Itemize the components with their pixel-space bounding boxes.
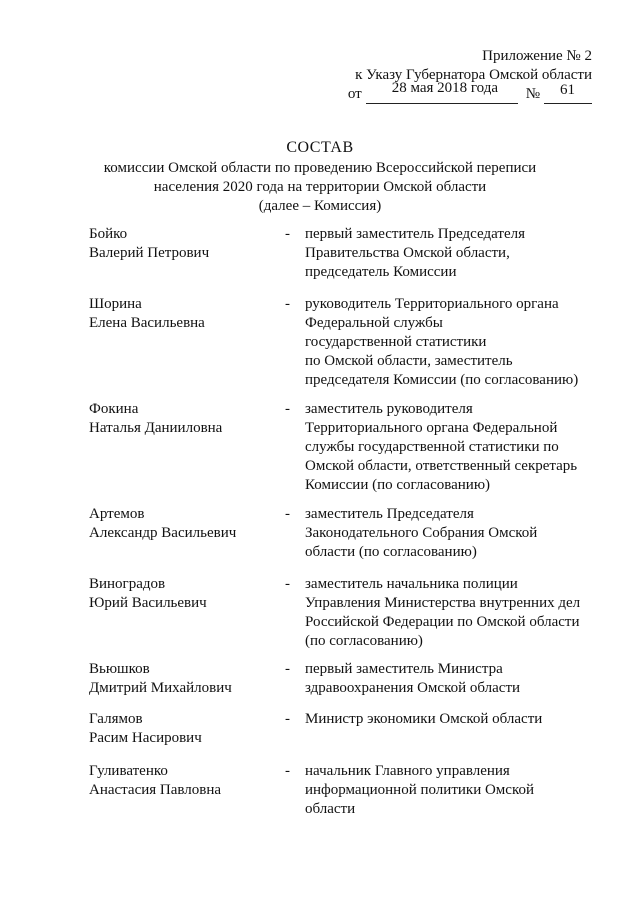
role-line: по Омской области, заместитель bbox=[305, 353, 513, 369]
member-given-names: Александр Васильевич bbox=[89, 525, 237, 541]
dash-separator: - bbox=[285, 763, 290, 779]
member-surname: Вьюшков bbox=[89, 661, 150, 677]
role-line: председателя Комиссии (по согласованию) bbox=[305, 372, 579, 388]
member-given-names: Наталья Данииловна bbox=[89, 420, 223, 436]
member-name bbox=[89, 400, 269, 438]
title-line: населения 2020 года на территории Омской области bbox=[153, 179, 487, 195]
member-name bbox=[89, 762, 269, 800]
role-line: (по согласованию) bbox=[305, 633, 423, 649]
member-name bbox=[89, 575, 269, 613]
role-line: области (по согласованию) bbox=[305, 544, 477, 560]
member-given-names: Анастасия Павловна bbox=[89, 782, 222, 798]
role-line: заместитель начальника полиции bbox=[305, 576, 518, 592]
member-name bbox=[89, 225, 269, 263]
role-line: председатель Комиссии bbox=[305, 264, 457, 280]
role-line: Российской Федерации по Омской области bbox=[305, 614, 580, 630]
dash-separator: - bbox=[285, 576, 290, 592]
role-line: первый заместитель Министра bbox=[305, 661, 503, 677]
dash-separator: - bbox=[285, 711, 290, 727]
member-name bbox=[89, 710, 269, 748]
appendix-decree-ref: к Указу Губернатора Омской области bbox=[355, 67, 592, 83]
member-name bbox=[89, 505, 269, 543]
role-line: Комиссии (по согласованию) bbox=[305, 477, 491, 493]
dash-separator: - bbox=[285, 401, 290, 417]
number-field bbox=[544, 82, 592, 104]
dash-separator: - bbox=[285, 661, 290, 677]
member-role bbox=[305, 505, 605, 562]
title-main: СОСТАВ bbox=[286, 139, 354, 156]
member-given-names: Дмитрий Михайлович bbox=[89, 680, 232, 696]
member-role bbox=[305, 575, 605, 651]
role-line: руководитель Территориального органа bbox=[305, 296, 559, 312]
date-prefix: от bbox=[347, 86, 362, 102]
date-field bbox=[366, 80, 518, 104]
member-name bbox=[89, 660, 269, 698]
member-given-names: Расим Насирович bbox=[89, 730, 202, 746]
member-role bbox=[305, 762, 605, 819]
member-given-names: Юрий Васильевич bbox=[89, 595, 207, 611]
member-surname: Шорина bbox=[89, 296, 142, 312]
role-line: Федеральной службы bbox=[305, 315, 443, 331]
document-title bbox=[0, 138, 640, 216]
appendix-title: Приложение № 2 bbox=[482, 48, 592, 64]
member-role bbox=[305, 225, 605, 282]
appendix-header bbox=[348, 47, 592, 105]
dash-separator: - bbox=[285, 506, 290, 522]
member-surname: Артемов bbox=[89, 506, 145, 522]
dash-separator: - bbox=[285, 296, 290, 312]
title-line: (далее – Комиссия) bbox=[258, 198, 382, 214]
member-role bbox=[305, 295, 605, 390]
role-line: начальник Главного управления bbox=[305, 763, 510, 779]
member-role bbox=[305, 400, 605, 495]
member-surname: Галямов bbox=[89, 711, 143, 727]
role-line: заместитель руководителя bbox=[305, 401, 473, 417]
member-given-names: Валерий Петрович bbox=[89, 245, 210, 261]
role-line: заместитель Председателя bbox=[305, 506, 474, 522]
member-role bbox=[305, 710, 605, 729]
dash-separator: - bbox=[285, 226, 290, 242]
role-line: Министр экономики Омской области bbox=[305, 711, 543, 727]
role-line: здравоохранения Омской области bbox=[305, 680, 521, 696]
role-line: службы государственной статистики по bbox=[305, 439, 559, 455]
role-line: Управления Министерства внутренних дел bbox=[305, 595, 581, 611]
role-line: области bbox=[305, 801, 356, 817]
member-surname: Виноградов bbox=[89, 576, 166, 592]
member-surname: Бойко bbox=[89, 226, 128, 242]
role-line: Территориального органа Федеральной bbox=[305, 420, 558, 436]
role-line: Омской области, ответственный секретарь bbox=[305, 458, 578, 474]
decree-date: 28 мая 2018 года bbox=[391, 80, 499, 96]
member-surname: Гуливатенко bbox=[89, 763, 168, 779]
role-line: первый заместитель Председателя bbox=[305, 226, 525, 242]
title-line: комиссии Омской области по проведению Всероссийской переписи bbox=[103, 160, 537, 176]
member-name bbox=[89, 295, 269, 333]
member-role bbox=[305, 660, 605, 698]
role-line: информационной политики Омской bbox=[305, 782, 535, 798]
role-line: государственной статистики bbox=[305, 334, 487, 350]
appendix-date-row bbox=[347, 80, 592, 105]
number-sign: № bbox=[525, 86, 540, 102]
decree-number: 61 bbox=[560, 82, 575, 98]
member-surname: Фокина bbox=[89, 401, 139, 417]
member-given-names: Елена Васильевна bbox=[89, 315, 205, 331]
role-line: Правительства Омской области, bbox=[305, 245, 510, 261]
role-line: Законодательного Собрания Омской bbox=[305, 525, 538, 541]
